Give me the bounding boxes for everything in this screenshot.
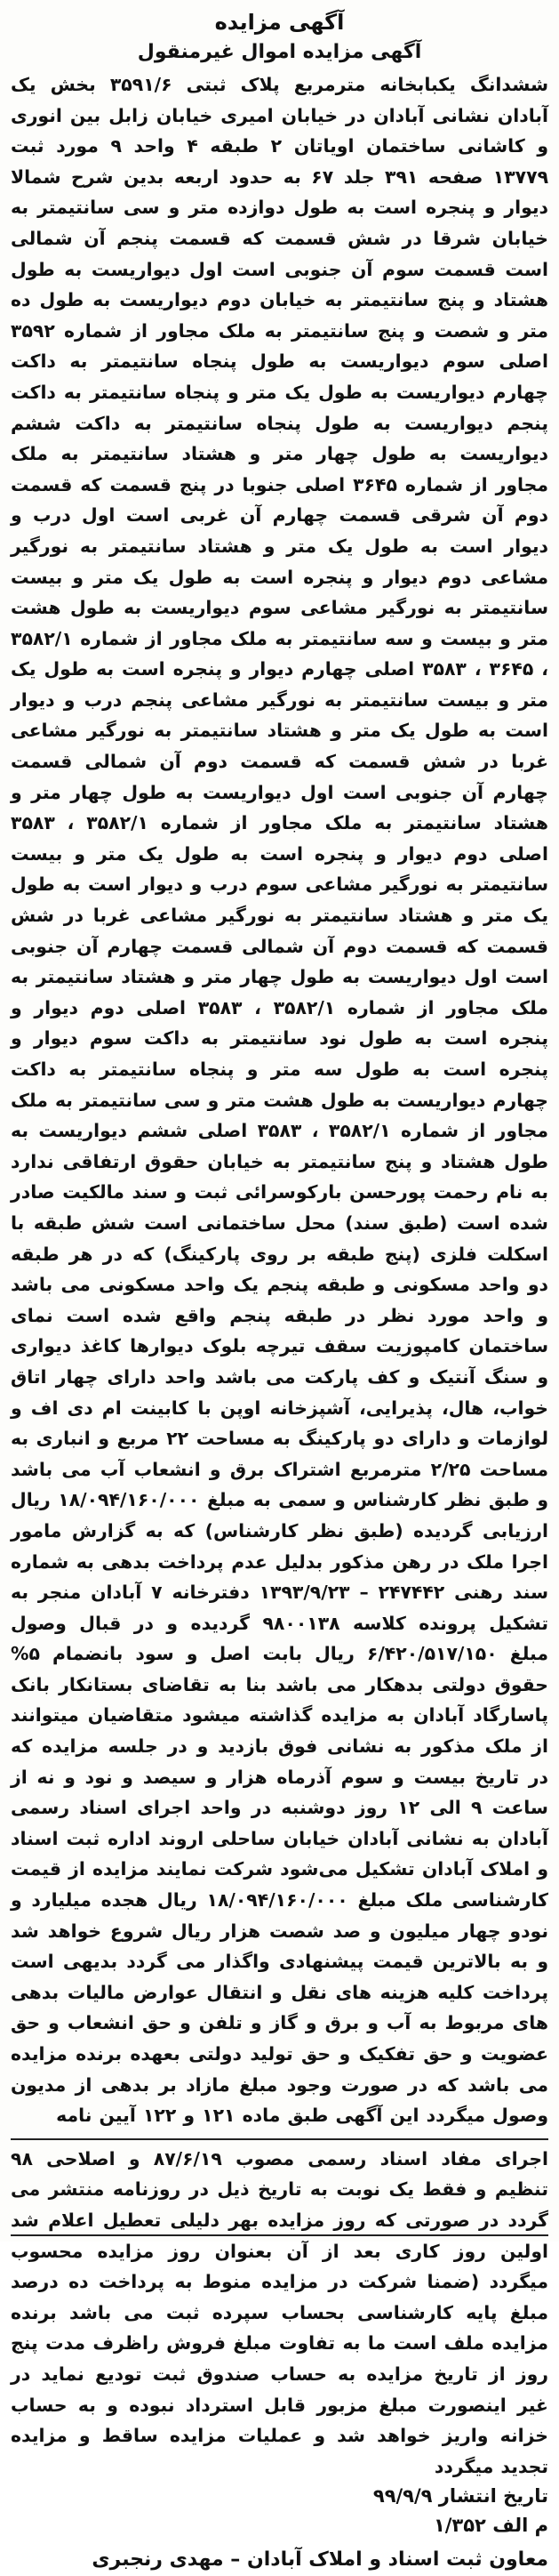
signature-line: معاون ثبت اسناد و املاک آبادان – مهدی رنجبری — [92, 2548, 548, 2572]
ad-title: آگهی مزایده — [214, 10, 345, 35]
publish-date: تاریخ انتشار ۹۹/۹/۹ — [372, 2485, 548, 2508]
reference-number: م الف ۱/۳۵۲ — [433, 2515, 548, 2537]
ad-subtitle: آگهی مزایده اموال غیرمنقول — [137, 41, 422, 63]
property-description-paragraph: ششدانگ یکبابخانه مترمربع پلاک ثبتی ۳۵۹۱/۶ بخش یک آبادان نشانی آبادان در خیابان امیری خیابان زابل بین انوری و کاشانی ساختمان اویاتان ۲ طبقه ۴ واحد ۹ مورد ثبت ۱۳۷۷۹ صفحه ۳۹۱ جلد ۶۷ به حدود اربعه بدین شرح شمالا دیوار و پنجره است به طول دوازده متر و سی سانتیمتر به خیابان شرقا در شش قسمت که قسمت پنجم آن شمالی است قسمت سوم آن جنوبی است اول دیواریست به طول هشتاد و پنج سانتیمتر به خیابان دوم دیواریست به طول ده متر و شصت و پنج سانتیمتر به ملک مجاور از شماره ۳۵۹۲ اصلی سوم دیواریست به طول پنجاه سانتیمتر به داکت چهارم دیواریست به طول یک متر و پنجاه سانتیمتر به داکت پنجم دیواریست به طول پنجاه سانتیمتر به داکت ششم دیواریست به طول چهار متر و هشتاد سانتیمتر به ملک مجاور از شماره ۳۶۴۵ اصلی جنوبا در پنج قسمت که قسمت دوم آن شرقی قسمت چهارم آن غربی است اول درب و دیوار است به طول یک متر و هشتاد سانتیمتر به نورگیر مشاعی دوم دیوار و پنجره است به طول یک متر و بیست سانتیمتر به نورگیر مشاعی سوم دیواریست به طول هشت متر و بیست و سه سانتیمتر به ملک مجاور از شماره ۳۵۸۲/۱ ، ۳۶۴۵ ، ۳۵۸۳ اصلی چهارم دیوار و پنجره است به طول یک متر و بیست سانتیمتر به نورگیر مشاعی پنجم درب و دیوار است به طول یک متر و هشتاد سانتیمتر به نورگیر مشاعی غربا در شش قسمت که قسمت دوم آن شمالی قسمت چهارم آن جنوبی است اول دیواریست به طول چهار متر و هشتاد سانتیمتر به ملک مجاور از شماره ۳۵۸۲/۱ ، ۳۵۸۳ اصلی دوم دیوار و پنجره است به طول یک متر و بیست سانتیمتر به نورگیر مشاعی سوم درب و دیوار است به طول یک متر و هشتاد سانتیمتر به نورگیر مشاعی غربا در شش قسمت که قسمت دوم آن شمالی قسمت چهارم آن جنوبی است اول دیواریست به طول چهار متر و هشتاد سانتیمتر به ملک مجاور از شماره ۳۵۸۲/۱ ، ۳۵۸۳ اصلی دوم دیوار و پنجره است به طول نود سانتیمتر به داکت سوم دیوار و پنجره است به طول سه متر و پنجاه سانتیمتر به داکت چهارم دیواریست به طول هشت متر و سی سانتیمتر به ملک مجاور از شماره ۳۵۸۲/۱ ، ۳۵۸۳ اصلی ششم دیواریست به طول هشتاد و پنج سانتیمتر به خیابان حقوق ارتفاقی ندارد به نام رحمت پورحسن بارکوسرائی ثبت و سند مالکیت صادر شده است (طبق سند) محل ساختمانی است شش طبقه با اسکلت فلزی (پنج طبقه بر روی پارکینگ) که در هر طبقه دو واحد مسکونی و طبقه پنجم یک واحد مسکونی می باشد و واحد مورد نظر در طبقه پنجم واقع شده است نمای ساختمان کامپوزیت سقف تیرچه بلوک دیوارها کاغذ دیواری و سنگ آنتیک و کف پارکت می باشد واحد دارای چهار اتاق خواب، هال، پذیرایی، آشپزخانه اوپن با کابینت ام دی اف و لوازمات و دارای دو پارکینگ به مساحت ۲۲ مربع و انباری به مساحت ۲/۲۵ مترمربع اشتراک برق و انشعاب آب می باشد و طبق نظر کارشناس و سمی به مبلغ ۱۸/۰۹۴/۱۶۰/۰۰۰ ریال ارزیابی گردیده (طبق نظر کارشناس) که به گزارش مامور اجرا ملک در رهن مذکور بدلیل عدم پرداخت بدهی به شماره سند رهنی ۲۴۷۴۴۲ – ۱۳۹۳/۹/۲۳ دفترخانه ۷ آبادان منجر به تشکیل پرونده کلاسه ۹۸۰۰۱۳۸ گردیده و در قبال وصول مبلغ ۶/۴۲۰/۵۱۷/۱۵۰ ریال بابت اصل و سود بانضمام ۵% حقوق دولتی بدهکار می باشد بنا به تقاضای بستانکار بانک پاسارگاد آبادان به مزایده گذاشته میشود متقاضیان میتوانند از ملک مذکور به نشانی فوق بازدید و در جلسه مزایده که در تاریخ بیست و سوم آذرماه هزار و سیصد و نود و نه از ساعت ۹ الی ۱۲ روز دوشنبه در واحد اجرای اسناد رسمی آبادان به نشانی آبادان خیابان ساحلی اروند اداره ثبت اسناد و املاک آبادان تشکیل می‌شود شرکت نمایند مزایده از قیمت کارشناسی ملک مبلغ ۱۸/۰۹۴/۱۶۰/۰۰۰ ریال هجده میلیارد و نودو چهار میلیون و صد شصت هزار ریال شروع خواهد شد و به بالاترین قیمت پیشنهادی واگذار می گردد بدیهی است پرداخت کلیه هزینه های نقل و انتقال عوارض مالیات بدهی های مربوط به آب و برق و گاز و تلفن و حق انشعاب و حق عضویت و حق تفکیک و حق تولید دولتی بعهده برنده مزایده می باشد که در صورت وجود مبلغ مازاد بر بدهی از مدیون وصول میگردد این آگهی طبق ماده ۱۲۱ و ۱۲۲ آیین نامه — [11, 74, 549, 2127]
auction-terms-paragraph: اجرای مفاد اسناد رسمی مصوب ۸۷/۶/۱۹ و اصلاحی ۹۸ تنظیم و فقط یک نوبت به تاریخ ذیل در روزنامه منتشر می گردد در صورتی که روز مزایده بهر دلیلی تعطیل اعلام شد اولین روز کاری بعد از آن بعنوان روز مزایده محسوب میگردد (ضمنا شرکت در مزایده منوط به پرداخت ده درصد مبلغ پایه کارشناسی بحساب سپرده ثبت می باشد برنده مزایده ملف است ما به تفاوت مبلغ فروش راظرف مدت پنج روز از تاریخ مزایده به حساب صندوق ثبت تودیع نماید در غیر اینصورت مبلغ مزبور قابل استرداد نبوده و به حساب خزانه واریز خواهد شد و عملیات مزایده ساقط و مزایده تجدید میگردد — [11, 2138, 548, 2483]
bottom-divider — [11, 2234, 548, 2236]
